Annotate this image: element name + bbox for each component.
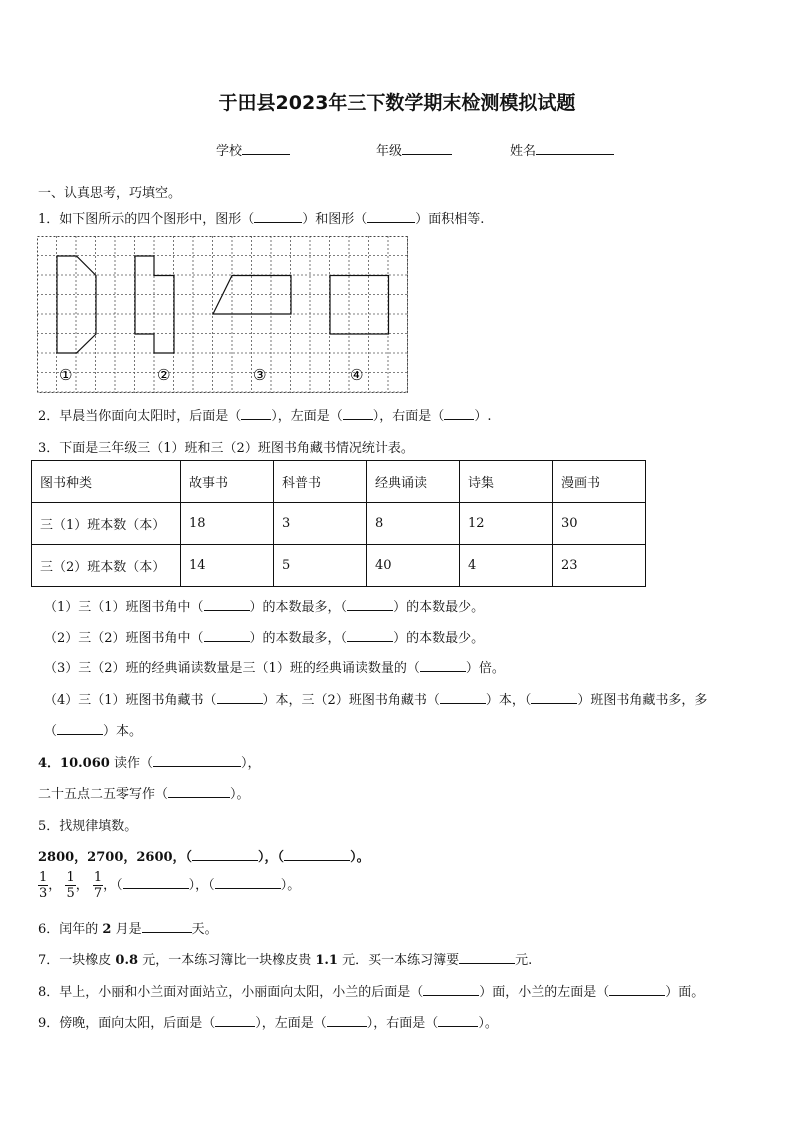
q3-4-blank-2[interactable] — [440, 690, 486, 704]
question-4b: 二十五点二五零写作（ ）。 — [38, 783, 250, 802]
table-cell: 8 — [367, 503, 460, 545]
question-3-intro: 3．下面是三年级三（1）班和三（2）班图书角藏书情况统计表。 — [38, 441, 414, 456]
grade-field — [376, 140, 452, 159]
question-1: 1．如下图所示的四个图形中，图形（ ）和图形（ ）面积相等. — [38, 208, 484, 227]
q3-4-blank-4[interactable] — [57, 721, 103, 735]
q8-blank-1[interactable] — [423, 982, 479, 996]
q8-blank-2[interactable] — [609, 982, 665, 996]
table-cell: 12 — [460, 503, 553, 545]
q3-3-blank[interactable] — [420, 658, 466, 672]
school-label: 学校 — [216, 144, 243, 159]
q2-blank-1[interactable] — [241, 406, 271, 420]
question-3-4-cont: （ ）本。 — [44, 720, 142, 739]
question-5-line2: $\frac{1}{3}$ ， $\frac{1}{5}$ ， $\frac{1}{7}$ ，（ ），（ ）。 — [39, 870, 301, 901]
question-8: 8．早上，小丽和小兰面对面站立，小丽面向太阳，小兰的后面是（ ）面，小兰的左面是（ ）面。 — [38, 981, 704, 1000]
fraction: $\frac{1}{3}$ — [39, 870, 48, 901]
q9-blank-3[interactable] — [438, 1013, 478, 1027]
question-5-title: 5．找规律填数。 — [38, 819, 138, 834]
q5-blank-1[interactable] — [192, 847, 258, 861]
shape-4 — [330, 276, 389, 335]
table-cell: 5 — [274, 545, 367, 587]
table-cell: 经典诵读 — [367, 461, 460, 503]
q1-blank-2[interactable] — [367, 209, 415, 223]
table-cell: 诗集 — [460, 461, 553, 503]
name-field — [510, 140, 614, 159]
shape-3 — [213, 276, 291, 315]
question-7: 7．一块橡皮 0.8 元，一本练习簿比一块橡皮贵 1.1 元．买一本练习簿要 元. — [38, 949, 532, 968]
q9-blank-1[interactable] — [215, 1013, 255, 1027]
table-row — [32, 461, 646, 503]
table-row — [32, 503, 646, 545]
q9-blank-2[interactable] — [327, 1013, 367, 1027]
table-cell: 图书种类 — [32, 461, 181, 503]
stats-table — [31, 460, 646, 587]
table-cell: 18 — [181, 503, 274, 545]
section-heading: 一、认真思考，巧填空。 — [38, 186, 182, 201]
question-3-2: （2）三（2）班图书角中（ ）的本数最多，（ ）的本数最少。 — [44, 627, 484, 646]
table-cell: 40 — [367, 545, 460, 587]
q2-blank-3[interactable] — [444, 406, 474, 420]
shape-2 — [135, 256, 174, 353]
q5-blank-3[interactable] — [123, 875, 189, 889]
q2-blank-2[interactable] — [343, 406, 373, 420]
q6-blank[interactable] — [142, 919, 192, 933]
grade-blank[interactable] — [402, 141, 452, 155]
question-6: 6．闰年的 2 月是 天。 — [38, 918, 218, 937]
q3-1-blank-1[interactable] — [204, 597, 250, 611]
q5-blank-4[interactable] — [215, 875, 281, 889]
table-cell: 漫画书 — [553, 461, 646, 503]
name-label: 姓名 — [510, 144, 537, 159]
q3-4-blank-3[interactable] — [531, 690, 577, 704]
table-cell: 23 — [553, 545, 646, 587]
q1-blank-1[interactable] — [254, 209, 302, 223]
table-row — [32, 545, 646, 587]
question-3-3: （3）三（2）班的经典诵读数量是三（1）班的经典诵读数量的（ ）倍。 — [44, 657, 505, 676]
question-3-1: （1）三（1）班图书角中（ ）的本数最多，（ ）的本数最少。 — [44, 596, 484, 615]
table-cell: 14 — [181, 545, 274, 587]
shape-label-2: ② — [157, 366, 171, 384]
q3-2-blank-2[interactable] — [347, 628, 393, 642]
fraction: $\frac{1}{7}$ — [93, 870, 103, 901]
shape-label-1: ① — [59, 366, 73, 384]
q3-2-blank-1[interactable] — [204, 628, 250, 642]
page-title: 于田县2023年三下数学期末检测模拟试题 — [218, 92, 576, 114]
table-cell: 三（2）班本数（本） — [32, 545, 181, 587]
table-cell: 4 — [460, 545, 553, 587]
school-blank[interactable] — [242, 141, 290, 155]
q4-blank-1[interactable] — [153, 753, 241, 767]
question-4a: 4．10.060 读作（ ）， — [38, 752, 260, 771]
q5-blank-2[interactable] — [284, 847, 350, 861]
question-5-line1: 2800，2700，2600，（ ），（ ）。 — [38, 846, 370, 865]
question-3-4: （4）三（1）班图书角藏书（ ）本，三（2）班图书角藏书（ ）本，（ ）班图书角藏书多，多 — [44, 689, 707, 708]
table-cell: 3 — [274, 503, 367, 545]
table-cell: 科普书 — [274, 461, 367, 503]
grade-label: 年级 — [376, 144, 403, 159]
grid-figure — [37, 236, 409, 394]
shape-1 — [57, 256, 96, 353]
table-cell: 30 — [553, 503, 646, 545]
question-2: 2．早晨当你面向太阳时，后面是（ ），左面是（ ），右面是（ ）. — [38, 405, 491, 424]
q3-4-blank-1[interactable] — [217, 690, 263, 704]
table-cell: 故事书 — [181, 461, 274, 503]
q7-blank[interactable] — [459, 950, 515, 964]
q4-blank-2[interactable] — [168, 784, 230, 798]
fraction: $\frac{1}{5}$ — [66, 870, 75, 901]
school-field — [216, 140, 290, 159]
table-cell: 三（1）班本数（本） — [32, 503, 181, 545]
shape-label-4: ④ — [350, 366, 364, 384]
name-blank[interactable] — [536, 141, 614, 155]
question-9: 9．傍晚，面向太阳，后面是（ ），左面是（ ），右面是（ ）。 — [38, 1012, 498, 1031]
q3-1-blank-2[interactable] — [347, 597, 393, 611]
shape-label-3: ③ — [253, 366, 267, 384]
